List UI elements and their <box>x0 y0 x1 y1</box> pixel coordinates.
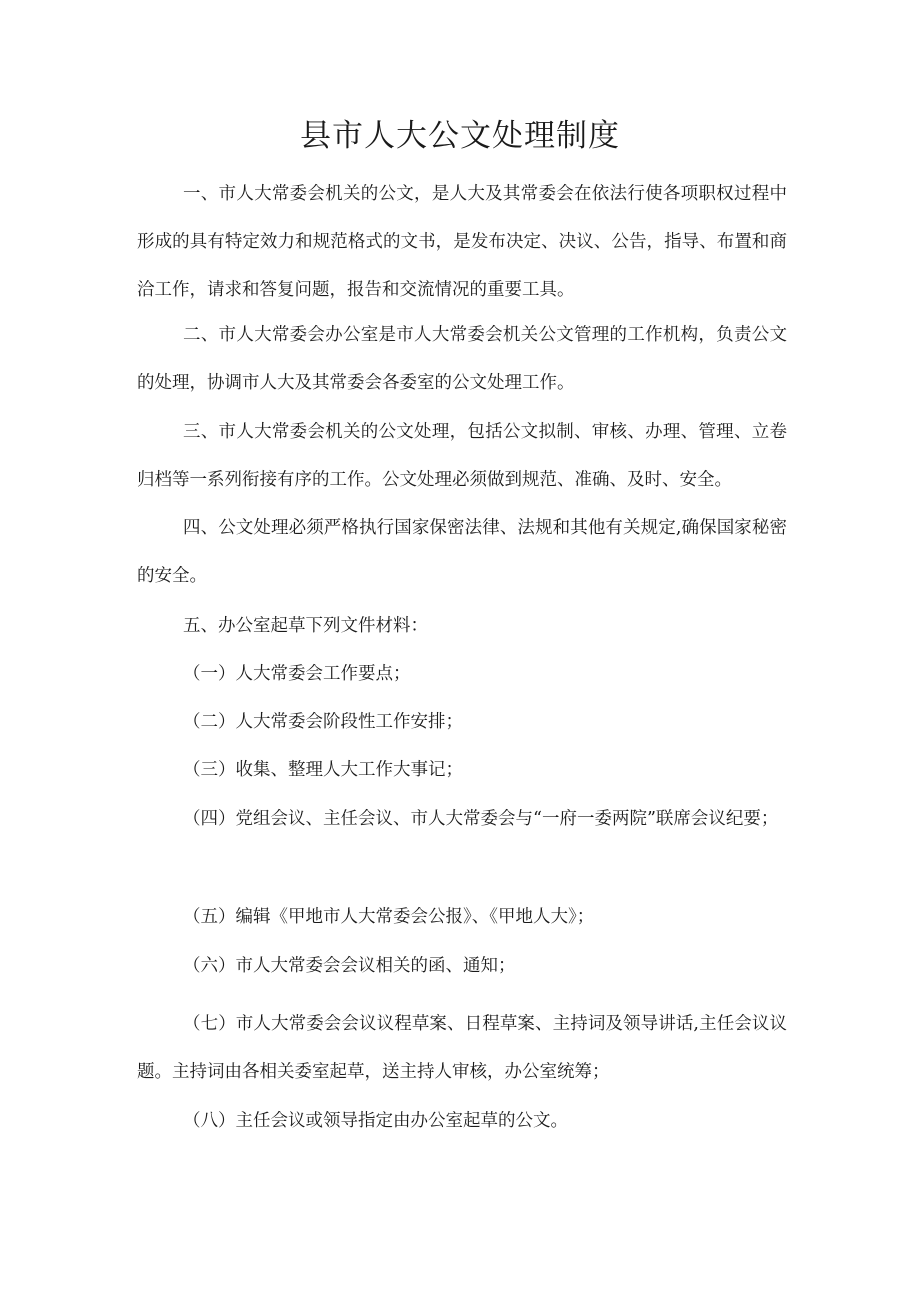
paragraph-5: 五、办公室起草下列文件材料： <box>183 616 428 636</box>
list-item-2: （二）人大常委会阶段性工作安排； <box>183 712 463 732</box>
paragraph-1: 一、市人大常委会机关的公文，是人大及其常委会在依法行使各项职权过程中形成的具有特定效力和规范格式的文书，是发布决定、决议、公告，指导、布置和商洽工作，请求和答复问题，报告和交流情况的重要工具。 <box>137 184 787 300</box>
document-title: 县市人大公文处理制度 <box>300 118 620 154</box>
list-item-8: （八）主任会议或领导指定由办公室起草的公文。 <box>183 1111 568 1131</box>
list-item-7: （七）市人大常委会会议议程草案、日程草案、主持词及领导讲话,主任会议议题。主持词由各相关委室起草，送主持人审核，办公室统筹； <box>137 1014 787 1082</box>
paragraph-4: 四、公文处理必须严格执行国家保密法律、法规和其他有关规定,确保国家秘密的安全。 <box>137 518 787 586</box>
list-item-5: （五）编辑《甲地市人大常委会公报》、《甲地人大》； <box>183 907 595 927</box>
list-item-3: （三）收集、整理人大工作大事记； <box>183 760 463 780</box>
paragraph-3: 三、市人大常委会机关的公文处理，包括公文拟制、审核、办理、管理、立卷归档等一系列衔接有序的工作。公文处理必须做到规范、准确、及时、安全。 <box>137 422 787 490</box>
list-item-4: （四）党组会议、主任会议、市人大常委会与“一府一委两院”联席会议纪要； <box>183 809 779 829</box>
list-item-6: （六）市人大常委会会议相关的函、通知； <box>183 956 516 976</box>
paragraph-2: 二、市人大常委会办公室是市人大常委会机关公文管理的工作机构，负责公文的处理，协调市人大及其常委会各委室的公文处理工作。 <box>137 325 787 393</box>
list-item-1: （一）人大常委会工作要点； <box>183 664 411 684</box>
